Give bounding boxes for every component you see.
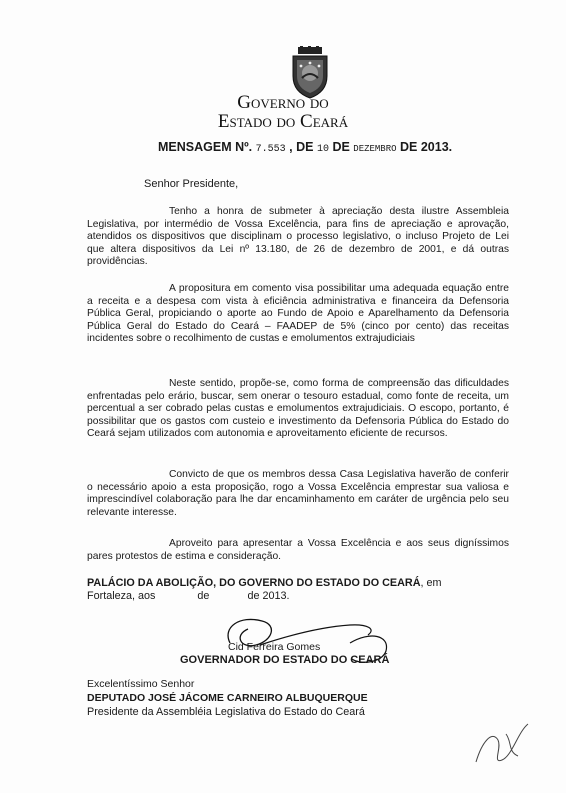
salutation: Senhor Presidente, xyxy=(144,178,239,190)
message-de-2: DE xyxy=(332,140,350,154)
message-number: 7.553 xyxy=(255,144,286,155)
palace-suffix: , em xyxy=(420,577,442,589)
message-year: DE 2013. xyxy=(400,140,453,154)
closing-palace-line xyxy=(87,577,442,590)
addressee-salutation: Excelentíssimo Senhor xyxy=(87,678,195,690)
paragraph-3: Neste sentido, propõe-se, como forma de compreensão das dificuldades enfrentadas pelo erário, buscar, sem onerar o tesouro estadual, como fonte de receita, um percentual a ser cobrado pelas custas e emolumentos extrajudiciais. O escopo, portanto, é possibilitar que os gastos com custeio e investimento da Defensoria Pública do Estado do Ceará sejam utilizados com autonomia e aproveitamento eficiente de recursos. xyxy=(87,378,509,440)
closing-de: de xyxy=(197,590,210,602)
paragraph-5: Aproveito para apresentar a Vossa Excelência e aos seus digníssimos pares protestos de estima e consideração. xyxy=(87,538,509,562)
closing-city: Fortaleza, aos xyxy=(87,590,156,602)
addressee-role: Presidente da Assembléia Legislativa do Estado do Ceará xyxy=(87,706,365,718)
paragraph-2: A propositura em comento visa possibilitar uma adequada equação entre a receita e a despesa com vista à eficiência administrativa e financeira da Defensoria Pública Geral, propiciando o aporte ao Fundo de Apoio e Aparelhamento da Defensoria Pública Geral do Estado do Ceará – FAADEP de 5% (cinco por cento) das receitas incidentes sobre o recolhimento de custas e emolumentos extrajudiciais xyxy=(87,283,509,345)
header-line-2: Estado do Ceará xyxy=(217,111,349,132)
message-day: 10 xyxy=(316,144,329,155)
closing-year: de 2013. xyxy=(247,590,290,602)
message-label: MENSAGEM Nº. xyxy=(158,140,253,154)
signer-name: Cid Ferreira Gomes xyxy=(228,641,321,653)
message-number-line xyxy=(158,140,452,155)
message-de-1: , DE xyxy=(289,140,314,154)
closing-date-line xyxy=(87,590,289,602)
message-month: DEZEMBRO xyxy=(353,144,397,154)
paragraph-4: Convicto de que os membros dessa Casa Legislativa haverão de conferir o necessário apoio a esta proposição, rogo a Vossa Excelência emprestar sua valiosa e imprescindível colaboração para lhe dar encaminhamento em caráter de urgência pelo seu relevante interesse. xyxy=(87,469,509,518)
paragraph-1: Tenho a honra de submeter à apreciação desta ilustre Assembleia Legislativa, por intermédio de Vossa Excelência, para fins de apreciação e aprovação, atendidos os dispositivos que disciplinam o processo legislativo, o incluso Projeto de Lei que altera dispositivos da Lei nº 13.180, de 26 de dezembro de 2001, e dá outras providências. xyxy=(87,206,509,268)
palace-name: PALÁCIO DA ABOLIÇÃO, DO GOVERNO DO ESTADO DO CEARÁ xyxy=(87,577,421,589)
header-line-1: Governo do xyxy=(237,92,329,113)
initials-flourish xyxy=(468,712,538,772)
signer-title: GOVERNADOR DO ESTADO DO CEARÁ xyxy=(180,654,390,666)
addressee-name: DEPUTADO JOSÉ JÁCOME CARNEIRO ALBUQUERQUE xyxy=(87,692,368,704)
